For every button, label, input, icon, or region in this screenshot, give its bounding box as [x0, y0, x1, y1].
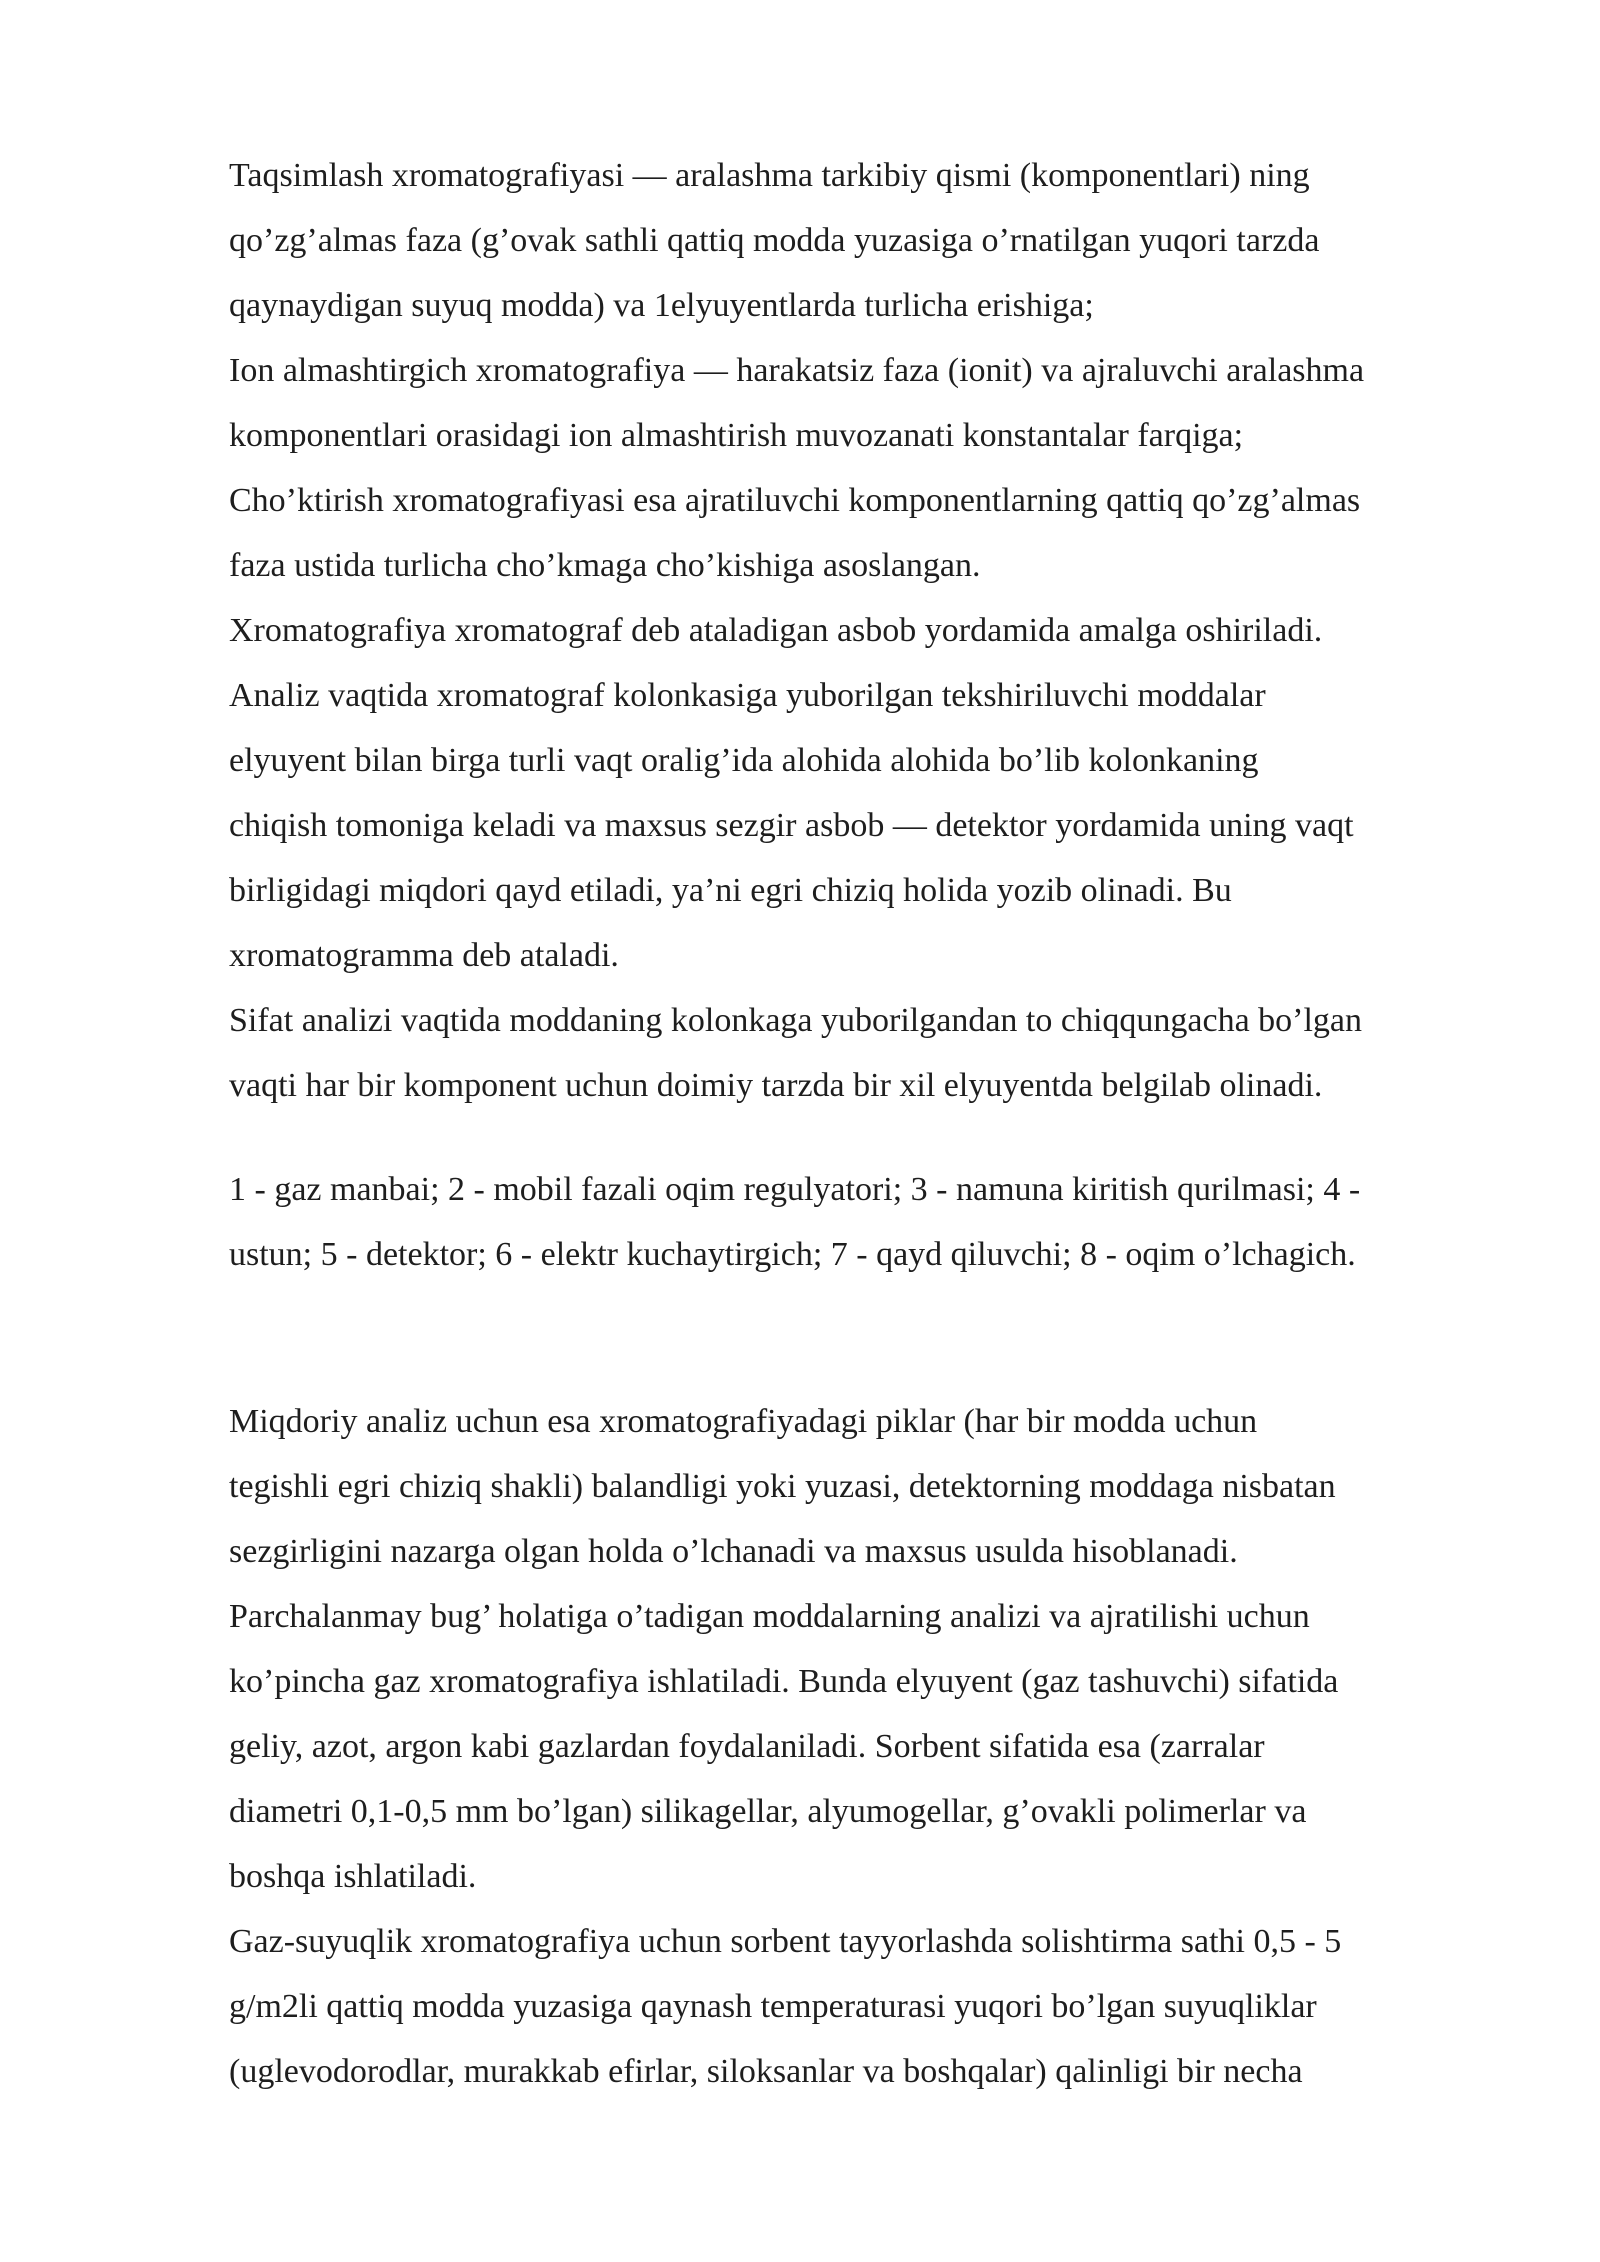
text-line: birligidagi miqdori qayd etiladi, ya’ni egri chiziq holida yozib olinadi. Bu	[229, 872, 1232, 909]
text-line: elyuyent bilan birga turli vaqt oralig’ida alohida alohida bo’lib kolonkaning	[229, 742, 1259, 779]
text-line: boshqa ishlatiladi.	[229, 1858, 477, 1895]
text-line: xromatogramma deb ataladi.	[229, 937, 619, 974]
text-line: Miqdoriy analiz uchun esa xromatografiyadagi piklar (har bir modda uchun	[229, 1403, 1258, 1440]
text-line: Gaz-suyuqlik xromatografiya uchun sorbent tayyorlashda solishtirma sathi 0,5 - 5	[229, 1923, 1342, 1960]
text-line: sezgirligini nazarga olgan holda o’lchanadi va maxsus usulda hisoblanadi.	[229, 1533, 1238, 1570]
paragraph-block-chromatography-types	[229, 143, 1529, 1118]
figure-legend	[229, 1157, 1529, 1287]
text-line: Sifat analizi vaqtida moddaning kolonkaga yuborilgandan to chiqqungacha bo’lgan	[229, 1002, 1363, 1039]
paragraph-block-quantitative-analysis	[229, 1389, 1529, 2104]
text-line: Xromatografiya xromatograf deb ataladigan asbob yordamida amalga oshiriladi.	[229, 612, 1323, 649]
text-line: qo’zg’almas faza (g’ovak sathli qattiq modda yuzasiga o’rnatilgan yuqori tarzda	[229, 222, 1320, 259]
text-line: ko’pincha gaz xromatografiya ishlatiladi. Bunda elyuyent (gaz tashuvchi) sifatida	[229, 1663, 1339, 1700]
text-line: diametri 0,1-0,5 mm bo’lgan) silikagellar, alyumogellar, g’ovakli polimerlar va	[229, 1793, 1307, 1830]
text-line: ustun; 5 - detektor; 6 - elektr kuchaytirgich; 7 - qayd qiluvchi; 8 - oqim o’lchagich.	[229, 1236, 1356, 1273]
text-line: vaqti har bir komponent uchun doimiy tarzda bir xil elyuyentda belgilab olinadi.	[229, 1067, 1323, 1104]
text-line: komponentlari orasidagi ion almashtirish muvozanati konstantalar farqiga;	[229, 417, 1244, 454]
text-line: Parchalanmay bug’ holatiga o’tadigan moddalarning analizi va ajratilishi uchun	[229, 1598, 1310, 1635]
text-line: tegishli egri chiziq shakli) balandligi yoki yuzasi, detektorning moddaga nisbatan	[229, 1468, 1336, 1505]
text-line: qaynaydigan suyuq modda) va 1elyuyentlarda turlicha erishiga;	[229, 287, 1094, 324]
text-line: g/m2li qattiq modda yuzasiga qaynash temperaturasi yuqori bo’lgan suyuqliklar	[229, 1988, 1317, 2025]
text-line: Taqsimlash xromatografiyasi — aralashma tarkibiy qismi (komponentlari) ning	[229, 157, 1310, 194]
text-line: geliy, azot, argon kabi gazlardan foydalaniladi. Sorbent sifatida esa (zarralar	[229, 1728, 1265, 1765]
text-line: 1 - gaz manbai; 2 - mobil fazali oqim regulyatori; 3 - namuna kiritish qurilmasi; 4 -	[229, 1171, 1361, 1208]
text-line: (uglevodorodlar, murakkab efirlar, siloksanlar va boshqalar) qalinligi bir necha	[229, 2053, 1303, 2090]
text-line: Analiz vaqtida xromatograf kolonkasiga yuborilgan tekshiriluvchi moddalar	[229, 677, 1266, 714]
text-line: faza ustida turlicha cho’kmaga cho’kishiga asoslangan.	[229, 547, 981, 584]
text-line: chiqish tomoniga keladi va maxsus sezgir asbob — detektor yordamida uning vaqt	[229, 807, 1354, 844]
text-line: Ion almashtirgich xromatografiya — harakatsiz faza (ionit) va ajraluvchi aralashma	[229, 352, 1365, 389]
text-line: Cho’ktirish xromatografiyasi esa ajratiluvchi komponentlarning qattiq qo’zg’almas	[229, 482, 1361, 519]
